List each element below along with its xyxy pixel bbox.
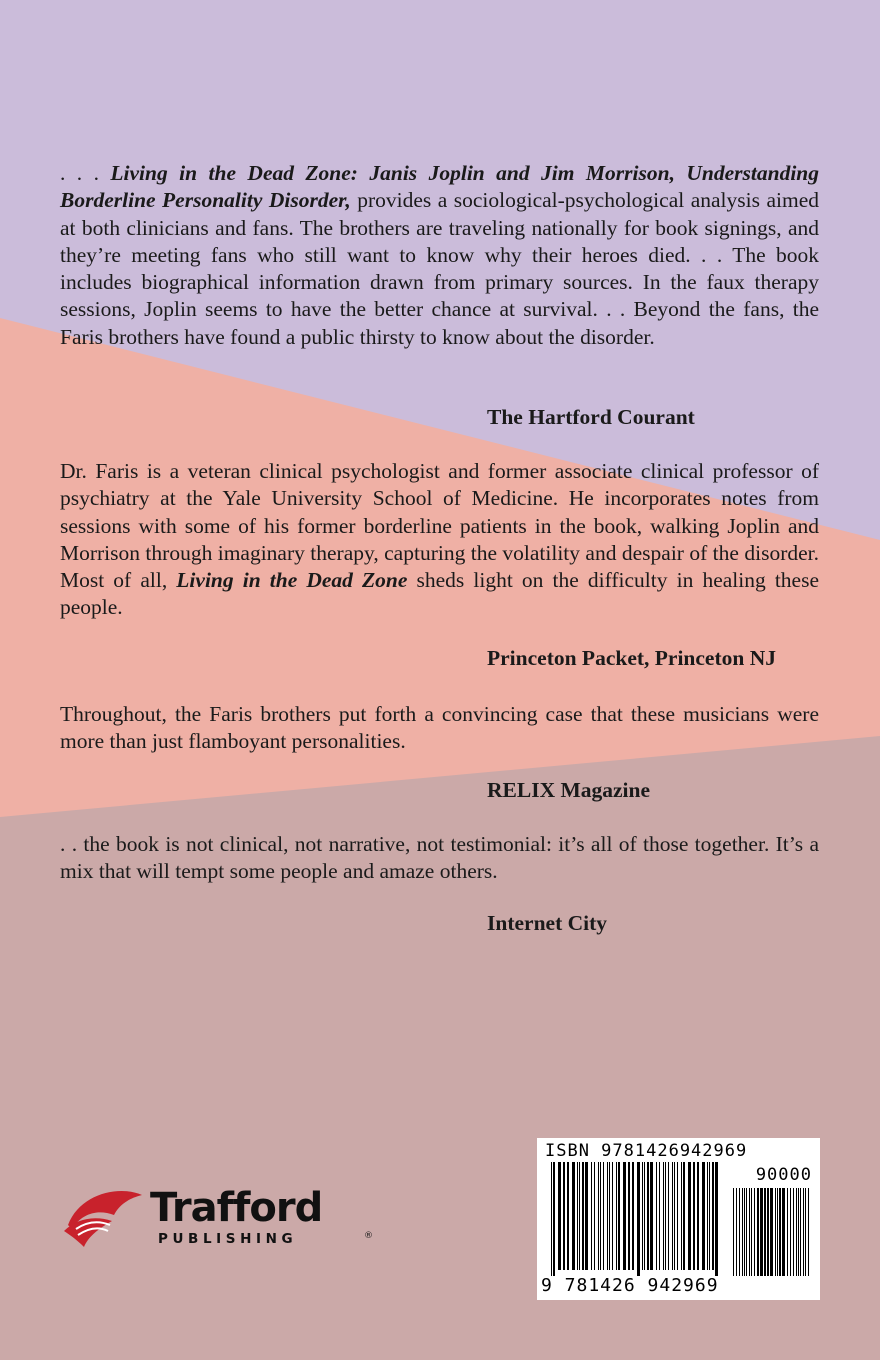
barcode-bar <box>591 1162 592 1270</box>
barcode-bar <box>663 1162 664 1270</box>
barcode-bar <box>787 1188 788 1276</box>
barcode-bar <box>742 1188 743 1276</box>
publisher-sub: PUBLISHING <box>158 1231 298 1247</box>
barcode-bar <box>656 1162 657 1270</box>
barcode-bar <box>764 1188 766 1276</box>
barcode-bar <box>665 1162 666 1270</box>
barcode-bar <box>683 1162 685 1270</box>
barcode-bar <box>808 1188 809 1276</box>
barcode-bar <box>579 1162 580 1270</box>
registered-mark: ® <box>364 1231 373 1241</box>
barcode-bar <box>688 1162 691 1270</box>
barcode-bar <box>585 1162 588 1270</box>
book-icon <box>58 1185 148 1255</box>
barcode-bar <box>800 1188 801 1276</box>
barcode-bar <box>693 1162 695 1270</box>
barcode-bar <box>644 1162 645 1270</box>
barcode-bar <box>712 1162 714 1270</box>
barcode-bar <box>715 1162 718 1276</box>
barcode-bar <box>760 1188 763 1276</box>
barcode-bar <box>770 1188 773 1276</box>
barcode-bar <box>647 1162 649 1270</box>
review-2-source: Princeton Packet, Princeton NJ <box>487 646 776 670</box>
barcode-bar <box>790 1188 791 1276</box>
barcode-bar <box>751 1188 752 1276</box>
barcode-bar <box>659 1162 660 1270</box>
barcode-bar <box>709 1162 710 1270</box>
price-code: 90000 <box>755 1165 812 1185</box>
barcode-bar <box>668 1162 669 1270</box>
barcode-bar <box>603 1162 604 1270</box>
barcode-bar <box>697 1162 699 1270</box>
barcode-bar <box>628 1162 630 1270</box>
publisher-name: Trafford <box>150 1185 323 1231</box>
barcode-bar <box>739 1188 740 1276</box>
barcode-bar <box>637 1162 640 1276</box>
barcode-bar <box>594 1162 595 1270</box>
barcode-bar <box>551 1162 552 1276</box>
review-4-source: Internet City <box>487 911 608 935</box>
barcode-bar <box>702 1162 705 1270</box>
barcode-bar <box>798 1188 799 1276</box>
barcode-bar <box>767 1188 769 1276</box>
barcode-bar <box>746 1188 747 1276</box>
barcode-bar <box>609 1162 610 1270</box>
barcode-bar <box>793 1188 794 1276</box>
book-title: Living in the Dead Zone: Janis Joplin and Jim Morrison, Understanding Borderline Personality Disorder, <box>60 161 819 213</box>
barcode-bar <box>553 1162 555 1276</box>
barcode-bar <box>779 1188 781 1276</box>
barcode-bar <box>600 1162 601 1270</box>
barcode-bar <box>623 1162 626 1270</box>
barcode-bar <box>749 1188 750 1276</box>
barcode-bar <box>757 1188 759 1276</box>
barcode-bar <box>733 1188 734 1276</box>
barcode-bar <box>632 1162 634 1270</box>
publisher-logo <box>58 1185 378 1255</box>
barcode-bar <box>775 1188 776 1276</box>
barcode-bar <box>650 1162 653 1270</box>
ean-digits: 9 781426 942969 <box>541 1275 719 1296</box>
barcode-bar <box>672 1162 673 1270</box>
barcode-bar <box>567 1162 569 1270</box>
barcode-bar <box>642 1162 643 1270</box>
barcode-bar <box>558 1162 561 1270</box>
barcode-bar <box>563 1162 565 1270</box>
barcode-bar <box>736 1188 737 1276</box>
review-3-source: RELIX Magazine <box>487 778 651 802</box>
barcode-bar <box>572 1162 575 1270</box>
barcode-bar <box>805 1188 806 1276</box>
review-1-source: The Hartford Courant <box>487 405 695 429</box>
barcode-bar <box>796 1188 797 1276</box>
review-1-text: . . . Living in the Dead Zone: Janis Joplin and Jim Morrison, Understanding Borderline Personality Disorder, provides a sociological-psychological analysis aimed at both clinicians and fans. The brothers are traveling nationally for book signings, and they’re meeting fans who still want to know why their heroes died. . . The book includes biographical information drawn from primary sources. In the faux therapy sessions, Joplin seems to have the better chance at survival. . . Beyond the fans, the Faris brothers have found a public thirsty to know about the disorder. <box>60 161 819 349</box>
isbn-label: ISBN 9781426942969 <box>545 1141 748 1161</box>
review-2-text: Dr. Faris is a veteran clinical psychologist and former associate clinical professor of psychiatry at the Yale University School of Medicine. He incorporates notes from sessions with some of his former borderline patients in the book, walking Joplin and Morrison through imaginary therapy, capturing the volatility and despair of the disorder. Most of all, Living in the Dead Zone sheds light on the difficulty in healing these people. <box>60 459 820 620</box>
barcode-bar <box>607 1162 608 1270</box>
barcode-bar <box>577 1162 578 1270</box>
barcode-bar <box>777 1188 778 1276</box>
barcode-bar <box>754 1188 755 1276</box>
barcode-bar <box>612 1162 613 1270</box>
barcode-bar <box>616 1162 617 1270</box>
barcode-bar <box>681 1162 682 1270</box>
barcode-bar <box>803 1188 804 1276</box>
barcode-bar <box>618 1162 620 1270</box>
isbn-barcode <box>537 1138 820 1300</box>
barcode-bar <box>677 1162 678 1270</box>
barcode-bar <box>707 1162 708 1270</box>
review-4-text: . . the book is not clinical, not narrative, not testimonial: it’s all of those together. It’s a mix that will tempt some people and amaze others. <box>60 832 819 884</box>
barcode-bar <box>582 1162 584 1270</box>
barcode-bar <box>744 1188 745 1276</box>
book-title: Living in the Dead Zone <box>176 568 408 593</box>
barcode-bar <box>674 1162 675 1270</box>
barcode-bar <box>598 1162 599 1270</box>
barcode-bar <box>782 1188 785 1276</box>
review-3-text: Throughout, the Faris brothers put forth a convincing case that these musicians were more than just flamboyant personalities. <box>60 702 819 754</box>
